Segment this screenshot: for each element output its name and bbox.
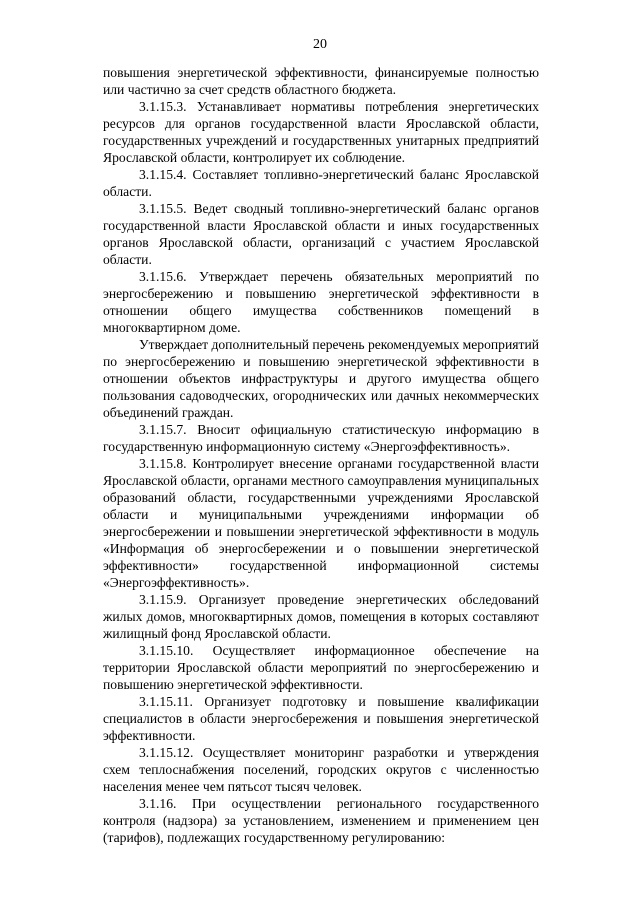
paragraph: 3.1.15.12. Осуществляет мониторинг разработки и утверждения схем теплоснабжения поселений, городских округов с численностью населения менее чем пятьсот тысяч человек. (103, 745, 539, 794)
page-number: 20 (313, 37, 327, 52)
paragraph: 3.1.15.6. Утверждает перечень обязательных мероприятий по энергосбережению и повышению энергетической эффективности в отношении общего имущества собственников помещений в многоквартирном доме. (103, 269, 539, 335)
paragraph: 3.1.15.9. Организует проведение энергетических обследований жилых домов, многоквартирных домов, помещения в которых составляют жилищный фонд Ярославской области. (103, 592, 539, 641)
paragraph: 3.1.15.7. Вносит официальную статистическую информацию в государственную информационную систему «Энергоэффективность». (103, 422, 539, 454)
paragraph: 3.1.15.3. Устанавливает нормативы потребления энергетических ресурсов для органов государственной власти Ярославской области, государственных учреждений и государственных унитарных предприятий Ярославской области, контролирует их соблюдение. (103, 99, 539, 165)
paragraph: 3.1.15.4. Составляет топливно-энергетический баланс Ярославской области. (103, 167, 539, 199)
paragraph: Утверждает дополнительный перечень рекомендуемых мероприятий по энергосбережению и повышению энергетической эффективности в отношении объектов инфраструктуры и другого имущества общего пользования садоводческих, огороднических или дачных некоммерческих объединений граждан. (103, 337, 539, 420)
paragraph: 3.1.15.10. Осуществляет информационное обеспечение на территории Ярославской области мероприятий по энергосбережению и повышению энергетической эффективности. (103, 643, 539, 692)
paragraph: 3.1.15.5. Ведет сводный топливно-энергетический баланс органов государственной власти Ярославской области и иных государственных органов Ярославской области, организаций с участием Ярославской области. (103, 201, 539, 267)
document-body (103, 64, 539, 846)
paragraph: повышения энергетической эффективности, финансируемые полностью или частично за счет средств областного бюджета. (103, 65, 539, 97)
paragraph: 3.1.15.11. Организует подготовку и повышение квалификации специалистов в области энергосбережения и повышения энергетической эффективности. (103, 694, 539, 743)
paragraph: 3.1.15.8. Контролирует внесение органами государственной власти Ярославской области, органами местного самоуправления муниципальных образований области, государственными учреждениями Ярославской области и муниципальными учреждениями информации об энергосбережении и повышении энергетической эффективности в модуль «Информация об энергосбережении и о повышении энергетической эффективности» государственной информационной системы «Энергоэффективность». (103, 456, 539, 590)
paragraph: 3.1.16. При осуществлении регионального государственного контроля (надзора) за установлением, изменением и применением цен (тарифов), подлежащих государственному регулированию: (103, 796, 539, 845)
